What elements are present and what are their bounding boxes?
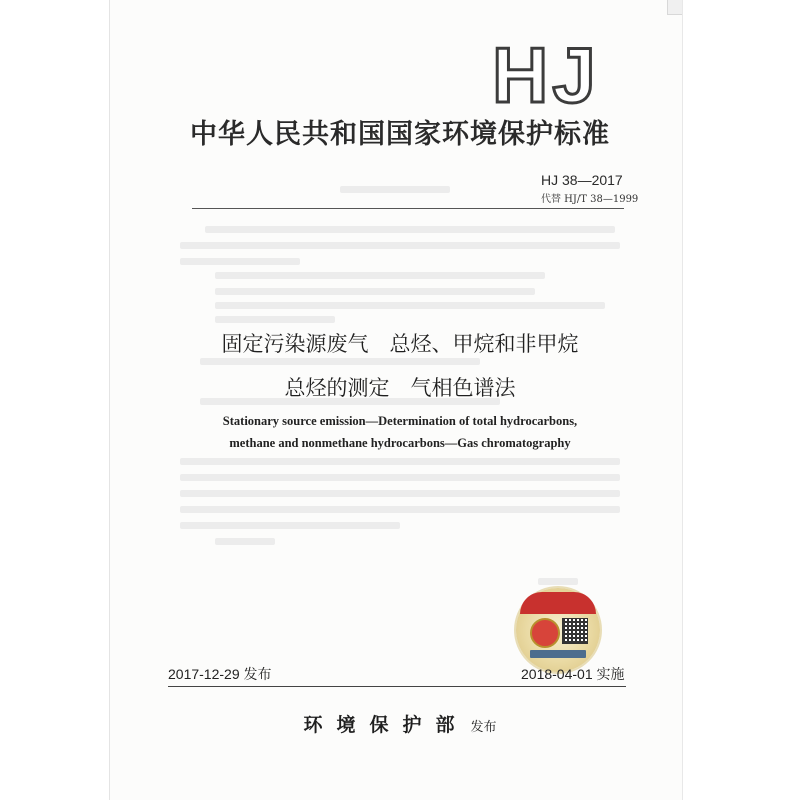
publisher-verb: 发布: [470, 720, 497, 735]
seal-band: [520, 592, 596, 614]
hj-logo: HJ: [492, 31, 600, 119]
page-corner: [667, 0, 682, 15]
anti-counterfeit-seal: [516, 588, 600, 672]
footer-rule: [168, 686, 626, 687]
implementation-date: 2018-04-01 实施: [521, 666, 625, 682]
publisher-name: 环境保护部: [303, 714, 469, 736]
title-zh-line1: 固定污染源废气 总烃、甲烷和非甲烷: [221, 332, 579, 356]
seal-footer: [530, 650, 586, 658]
publisher-line: [0, 710, 800, 737]
header-rule: [192, 208, 624, 209]
title-en-line1: Stationary source emission—Determination of total hydrocarbons,: [222, 414, 578, 428]
qr-code-icon: [562, 618, 588, 644]
replaces-standard: 代替 HJ/T 38—1999: [541, 194, 639, 205]
standard-category-title: 中华人民共和国国家环境保护标准: [190, 119, 610, 150]
title-en-line2: methane and nonmethane hydrocarbons—Gas chromatography: [229, 436, 571, 450]
seal-emblem-icon: [530, 618, 560, 648]
issue-date: 2017-12-29 发布: [168, 666, 272, 682]
standard-code: HJ 38—2017: [541, 172, 623, 188]
title-zh-line2: 总烃的测定 气相色谱法: [284, 376, 516, 400]
